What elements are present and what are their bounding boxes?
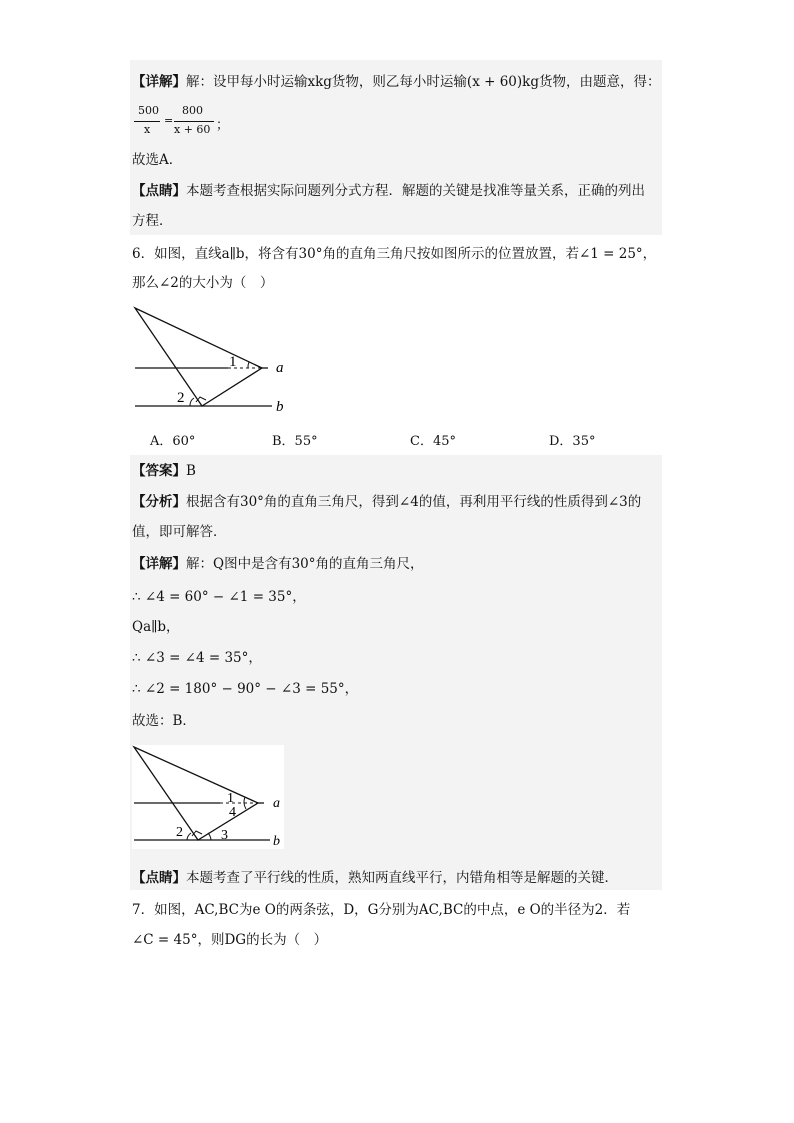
q5-comment-line-1 (132, 181, 645, 201)
q6-stem-line-1: 6．如图，直线a∥b，将含有30°角的直角三角尺按如图所示的位置放置，若∠1 = 25°， (132, 246, 657, 262)
comment-tag: 【点睛】 (132, 183, 186, 199)
frac-right-num: 800 (182, 104, 203, 117)
analysis-text: 根据含有30°角的直角三角尺，得到∠4的值，再利用平行线的性质得到∠3的 (186, 494, 642, 510)
q6-step-3: ∴ ∠3 = ∠4 = 35°， (132, 650, 262, 666)
label-2: 2 (177, 390, 185, 406)
comment-tag: 【点睛】 (132, 870, 186, 886)
triangle (135, 308, 262, 406)
option-d[interactable]: D．35° (549, 434, 596, 449)
answer-value: B (186, 463, 196, 479)
frac-left-num: 500 (138, 104, 159, 117)
q6-answer-line (132, 461, 196, 481)
label-a: a (273, 796, 280, 811)
label-3: 3 (221, 828, 228, 843)
q6-step-2: Qa∥b， (132, 619, 180, 635)
q6-choice: 故选：B． (132, 713, 196, 729)
q6-step-1: ∴ ∠4 = 60° − ∠1 = 35°， (132, 589, 306, 605)
comment-text: 本题考查了平行线的性质，熟知两直线平行，内错角相等是解题的关键． (186, 870, 618, 886)
q7-stem-line-2: ∠C = 45°，则DG的长为（ ） (132, 932, 328, 948)
q6-analysis-line-1 (132, 492, 641, 512)
frac-right-bar (174, 121, 214, 122)
q6-stem-line-2: 那么∠2的大小为（ ） (132, 275, 274, 291)
q6-figure-2 (132, 745, 284, 849)
label-a: a (276, 360, 284, 376)
detail-text: 解：Q图中是含有30°角的直角三角尺， (186, 556, 424, 572)
frac-right-den: x + 60 (174, 123, 211, 136)
analysis-tag: 【分析】 (132, 494, 186, 510)
option-a[interactable]: A．60° (150, 434, 196, 449)
q6-comment-line (132, 868, 618, 888)
q5-choice: 故选A． (132, 152, 183, 168)
label-4: 4 (229, 805, 236, 820)
frac-left-bar (134, 121, 160, 122)
q6-analysis-line-2: 值，即可解答． (132, 524, 227, 540)
q5-comment-line-2: 方程． (132, 213, 173, 229)
frac-eq: = (164, 114, 174, 127)
q5-detail-line (132, 72, 660, 92)
q5-equation (132, 102, 232, 146)
q6-step-4: ∴ ∠2 = 180° − 90° − ∠3 = 55°， (132, 681, 359, 697)
right-angle-mark (196, 397, 206, 402)
frac-end: ； (216, 118, 230, 133)
frac-left-den: x (144, 123, 151, 136)
detail-tag: 【详解】 (132, 556, 186, 572)
detail-text: 解：设甲每小时运输xkg货物，则乙每小时运输(x + 60)kg货物，由题意，得： (186, 74, 661, 90)
label-1: 1 (229, 354, 237, 370)
q6-detail-line (132, 554, 424, 574)
angle-1-arc (248, 362, 249, 368)
q7-stem-line-1: 7．如图，AC,BC为e O的两条弦，D，G分别为AC,BC的中点，e O的半径为2．若 (132, 902, 631, 918)
option-b[interactable]: B．55° (272, 434, 318, 449)
answer-tag: 【答案】 (132, 463, 186, 479)
label-b: b (273, 834, 280, 849)
q6-figure-1 (130, 303, 295, 415)
option-c[interactable]: C．45° (410, 434, 456, 449)
detail-tag: 【详解】 (132, 74, 186, 90)
comment-text: 本题考查根据实际问题列分式方程．解题的关键是找准等量关系，正确的列出 (186, 183, 645, 199)
angle-2-arc (190, 398, 194, 406)
label-1: 1 (227, 791, 234, 806)
label-2: 2 (176, 825, 183, 840)
label-b: b (276, 399, 284, 415)
